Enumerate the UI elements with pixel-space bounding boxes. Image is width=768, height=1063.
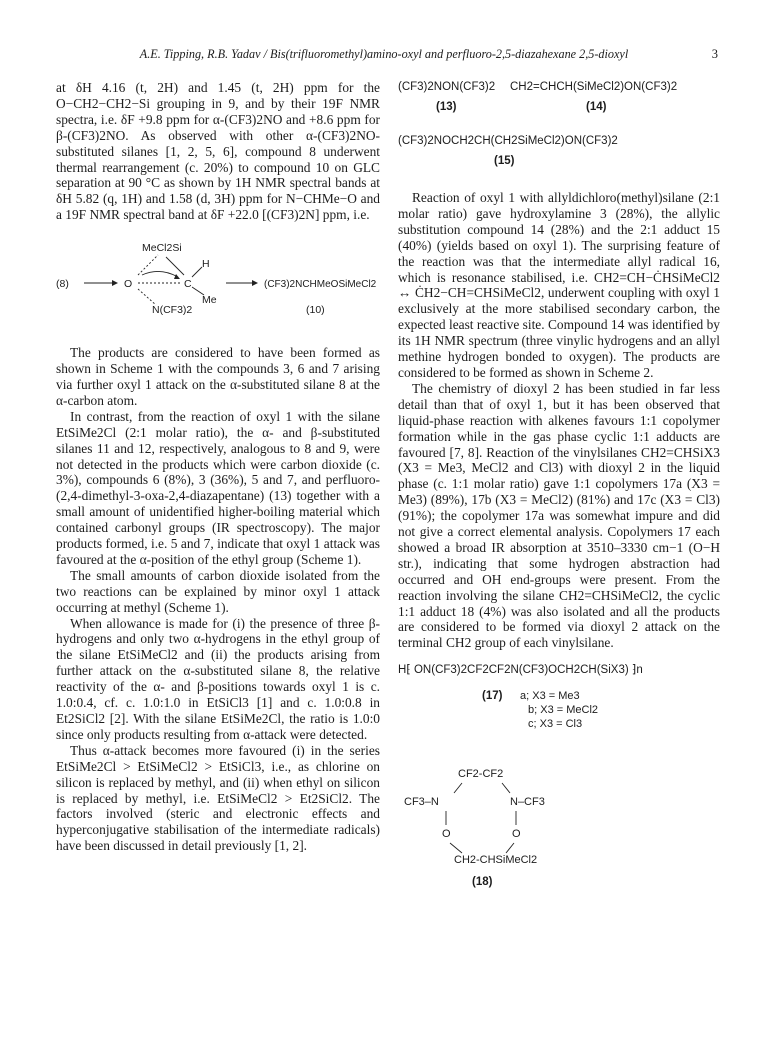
scheme-mecl2si: MeCl2Si bbox=[142, 242, 182, 255]
polymer-17c: c; X3 = Cl3 bbox=[528, 718, 583, 731]
ring-right-n: N–CF3 bbox=[510, 796, 545, 809]
scheme-hydrogen: H bbox=[202, 258, 210, 271]
left-paragraph-3: In contrast, from the reaction of oxyl 1 with the silane EtSiMe2Cl (2:1 molar ratio), the α- and β-substituted silanes 11 and 12, respectively, analogous to 8 and 9, were not detected in the products which were carbon dioxide (c. 3%), compounds 6 (8%), 3 (36%), 5 and 7, and perfluoro-(2,4-dimethyl-3-oxa-2,4-diazapentane) (13) together with a small amount of unidentified higher-boiling material which contained carbonyl groups (IR spectroscopy). The major products formed, i.e. 5 and 7, indicate that oxyl 1 attack was favoured at the α-position of the ethyl group (Scheme 1). bbox=[56, 408, 380, 567]
scheme-product: (CF3)2NCHMeOSiMeCl2 bbox=[264, 279, 377, 291]
polymer-17 bbox=[398, 663, 720, 753]
polymer-17-label: (17) bbox=[482, 690, 503, 703]
left-paragraph-2: The products are considered to have been formed as shown in Scheme 1 with the compounds 3, 6 and 7 arising via further oxyl 1 attack on the α-substituted silane 8 at the α-carbon atom. bbox=[56, 345, 380, 408]
formula-15: (CF3)2NOCH2CH(CH2SiMeCl2)ON(CF3)2 bbox=[398, 135, 618, 147]
rearrangement-scheme bbox=[56, 237, 380, 327]
scheme-n-cf3: N(CF3)2 bbox=[152, 304, 193, 317]
running-head: A.E. Tipping, R.B. Yadav / Bis(trifluoromethyl)amino-oxyl and perfluoro-2,5-diazahexane 2,5-dioxyl bbox=[139, 47, 629, 61]
formula-15-label: (15) bbox=[494, 155, 515, 167]
formula-row-13-14 bbox=[398, 80, 720, 120]
left-column bbox=[56, 80, 380, 854]
page-number: 3 bbox=[711, 47, 718, 61]
left-paragraph-5: When allowance is made for (i) the presence of three β-hydrogens and only two α-hydrogens in the ethyl group of the silane EtSiMeCl2 and (ii) the products arising from further attack on the α-substituted silane 8, the relative reactivity of the α- and β-positions towards oxyl 1 is c. 1.0:0.4, cf. c. 1.0:1.0 in EtSiCl3 [1] and c. 1.0:0.8 in Et2SiCl2 [2]. With the silane EtSiMe2Cl, the ratio is 1.0:0 since only products resulting from α-attack were detected. bbox=[56, 615, 380, 742]
ring-18-label: (18) bbox=[472, 876, 493, 889]
left-paragraph-1: at δH 4.16 (t, 2H) and 1.45 (t, 2H) ppm for the O−CH2−CH2−Si grouping in 9, and by their 19F NMR spectra, i.e. δF +9.8 ppm for α-(CF3)2NO and +8.6 ppm for β-(CF3)2NO. As observed with other α-(CF3)2NO-substituted silanes [1, 2, 5, 6], compound 8 underwent thermal rearrangement (c. 20%) to compound 10 on GLC separation at 90 °C as shown by 1H NMR spectral bands at δH 5.82 (q, 1H) and 1.58 (d, 3H) ppm for N−CHMe−O and a 19F NMR spectral band at δF +22.0 [(CF3)2N] ppm, i.e. bbox=[56, 80, 380, 223]
scheme-methyl: Me bbox=[202, 294, 217, 307]
formula-14: CH2=CHCH(SiMeCl2)ON(CF3)2 bbox=[510, 81, 678, 93]
ring-right-o: O bbox=[512, 828, 521, 841]
ring-bottom: CH2-CHSiMeCl2 bbox=[454, 854, 538, 867]
formula-13: (CF3)2NON(CF3)2 bbox=[398, 81, 496, 93]
left-paragraph-6: Thus α-attack becomes more favoured (i) in the series EtSiMe2Cl > EtSiMeCl2 > EtSiCl3, i.e., as chlorine on silicon is replaced by methyl, and (ii) when ethyl on silicon is replaced by methyl, i.e. EtSiMeCl2 > Et2SiCl2. The factors involved (steric and electronic effects and hyperconjugative stabilisation of the intermediate radicals) have been discussed in detail previously [1, 2]. bbox=[56, 742, 380, 854]
page-header bbox=[0, 47, 768, 63]
ring-left-o: O bbox=[442, 828, 451, 841]
scheme-product-label: (10) bbox=[306, 304, 325, 317]
formula-row-15 bbox=[398, 134, 720, 178]
ring-bonds bbox=[398, 749, 720, 885]
scheme-start-label: (8) bbox=[56, 278, 69, 291]
right-column bbox=[398, 80, 720, 889]
formula-13-label: (13) bbox=[436, 101, 457, 113]
right-paragraph-2: The chemistry of dioxyl 2 has been studied in far less detail than that of oxyl 1, but it has been observed that liquid-phase reaction with alkenes favours 1:1 copolymer formation while in the gas phase cyclic 1:1 adducts are favoured [7, 8]. Reaction of the vinylsilanes CH2=CHSiX3 (X3 = Me3, MeCl2 and Cl3) with dioxyl 2 in the liquid phase (c. 1:1 molar ratio) gave 1:1 copolymers 17a (X3 = Me3) (89%), 17b (X3 = MeCl2) (81%) and 17c (X3 = Cl3) (91%); the copolymer 17a was somewhat impure and did not give a correct elemental analysis. Copolymers 17 each showed a broad IR absorption at 3510–3330 cm−1 (O−H str.), indicating that some hydrogen abstraction had occurred and OH end-groups were present. From the reaction involving the silane CH2=CHSiMeCl2, the cyclic 1:1 adduct 18 (4%) was also isolated and all the products are considered to be formed via dioxyl 2 attack on the terminal CH2 group of each vinylsilane. bbox=[398, 380, 720, 651]
ring-structure-18 bbox=[398, 749, 720, 889]
polymer-17-formula: H⁅ ON(CF3)2CF2CF2N(CF3)OCH2CH(SiX3) ⁆n bbox=[398, 664, 643, 677]
left-paragraph-4: The small amounts of carbon dioxide isolated from the two reactions can be explained by minor oxyl 1 attack occurring at methyl (Scheme 1). bbox=[56, 567, 380, 615]
ring-top: CF2-CF2 bbox=[458, 768, 504, 781]
formula-14-label: (14) bbox=[586, 101, 607, 113]
polymer-17b: b; X3 = MeCl2 bbox=[528, 704, 599, 717]
right-paragraph-1: Reaction of oxyl 1 with allyldichloro(methyl)silane (2:1 molar ratio) gave hydroxylamine 3 (28%), the allylic substitution compound 14 (28%) and the 2:1 adduct 15 (40%) (yields based on oxyl 1). The surprising feature of the reaction was that the intermediate allyl radical 16, which is resonance stabilised, i.e. CH2=CH−ĊHSiMeCl2 ↔ ĊH2−CH=CHSiMeCl2, underwent coupling with oxyl 1 exclusively at the more stabilised secondary carbon, the expected least reactive site. Compound 14 was identified by its 1H NMR spectrum (three vinylic hydrogens and an allyl methine hydrogen bonded to oxygen). The products are considered to be formed as shown in Scheme 2. bbox=[398, 190, 720, 380]
ring-left-n: CF3–N bbox=[404, 796, 439, 809]
polymer-17a: a; X3 = Me3 bbox=[520, 690, 580, 703]
scheme-carbon: C bbox=[184, 278, 192, 291]
scheme-oxygen: O bbox=[124, 278, 133, 291]
